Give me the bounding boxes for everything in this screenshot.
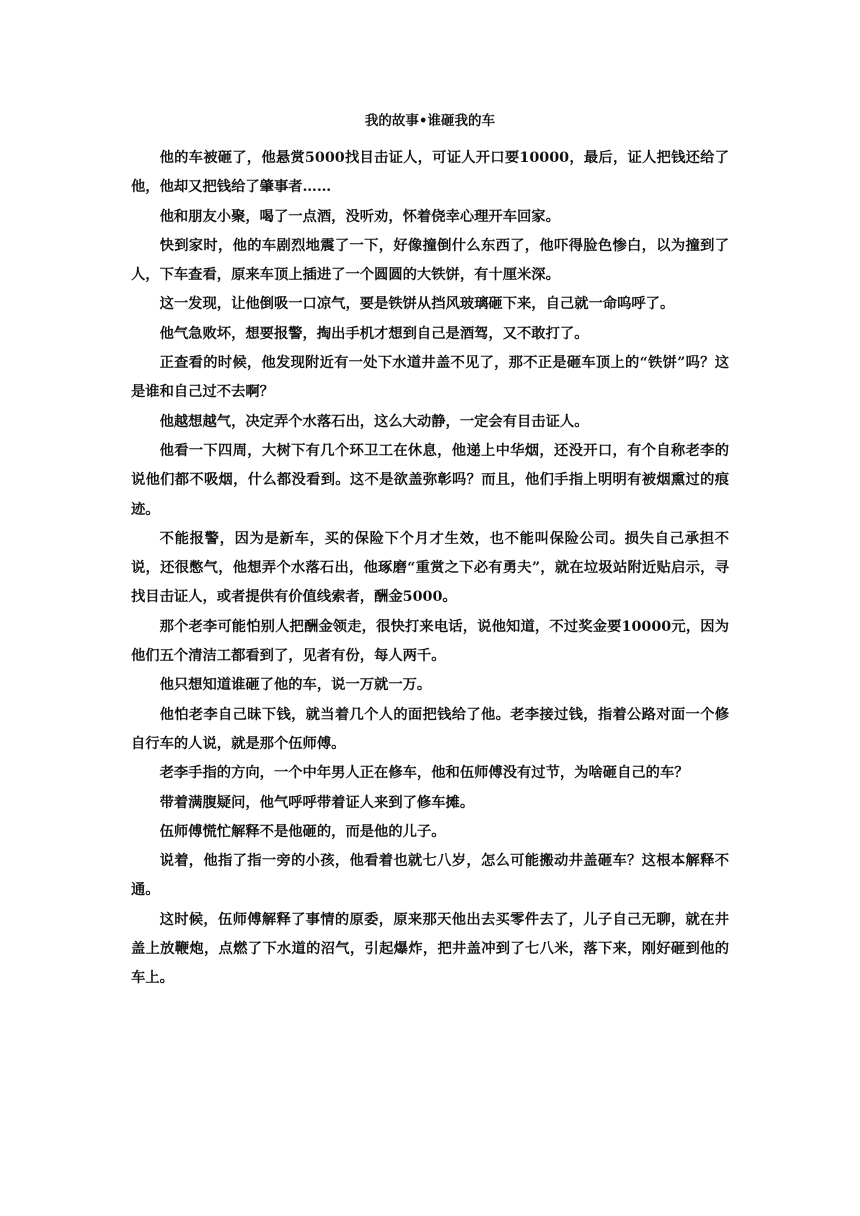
document-title: 我的故事•谁砸我的车 (364, 113, 496, 129)
paragraph: 说着，他指了指一旁的小孩，他看着也就七八岁，怎么可能搬动井盖砸车？这根本解释不通。 (131, 853, 729, 899)
paragraph: 正查看的时候，他发现附近有一处下水道井盖不见了，那不正是砸车顶上的“铁饼”吗？这是谁和自己过不去啊？ (131, 355, 729, 401)
paragraph: 他看一下四周，大树下有几个环卫工在休息，他递上中华烟，还没开口，有个自称老李的说他们都不吸烟，什么都没看到。这不是欲盖弥彰吗？而且，他们手指上明明有被烟熏过的痕迹。 (131, 442, 729, 518)
paragraph: 他气急败坏，想要报警，掏出手机才想到自己是酒驾，又不敢打了。 (159, 325, 589, 342)
paragraph: 那个老李可能怕别人把酬金领走，很快打来电话，说他知道，不过奖金要10000元，因为他们五个清洁工都看到了，见者有份，每人两千。 (131, 618, 729, 665)
paragraph: 不能报警，因为是新车，买的保险下个月才生效，也不能叫保险公司。损失自己承担不说，还很憋气，他想弄个水落石出，他琢磨“重赏之下必有勇夫”，就在垃圾站附近贴启示，寻找目击证人，或者提供有价值线索者，酬金5000。 (131, 530, 729, 606)
paragraph: 他只想知道谁砸了他的车，说一万就一万。 (159, 677, 432, 694)
paragraph: 他和朋友小聚，喝了一点酒，没听劝，怀着侥幸心理开车回家。 (159, 208, 560, 225)
paragraph: 这一发现，让他倒吸一口凉气，要是铁饼从挡风玻璃砸下来，自己就一命呜呼了。 (159, 296, 675, 313)
paragraph: 他怕老李自己昧下钱，就当着几个人的面把钱给了他。老李接过钱，指着公路对面一个修自行车的人说，就是那个伍师傅。 (131, 706, 729, 752)
paragraph: 这时候，伍师傅解释了事情的原委，原来那天他出去买零件去了，儿子自己无聊，就在井盖上放鞭炮，点燃了下水道的沼气，引起爆炸，把井盖冲到了七八米，落下来，刚好砸到他的车上。 (131, 911, 729, 987)
paragraph: 带着满腹疑问，他气呼呼带着证人来到了修车摊。 (159, 794, 475, 811)
document-body (131, 144, 729, 994)
paragraph: 他的车被砸了，他悬赏5000找目击证人，可证人开口要10000，最后，证人把钱还给了他，他却又把钱给了肇事者…… (131, 150, 729, 196)
paragraph: 快到家时，他的车剧烈地震了一下，好像撞倒什么东西了，他吓得脸色惨白，以为撞到了人，下车查看，原来车顶上插进了一个圆圆的大铁饼，有十厘米深。 (131, 237, 729, 284)
paragraph: 老李手指的方向，一个中年男人正在修车，他和伍师傅没有过节，为啥砸自己的车？ (159, 765, 689, 782)
paragraph: 伍师傅慌忙解释不是他砸的，而是他的儿子。 (159, 823, 446, 840)
paragraph: 他越想越气，决定弄个水落石出，这么大动静，一定会有目击证人。 (159, 413, 589, 430)
